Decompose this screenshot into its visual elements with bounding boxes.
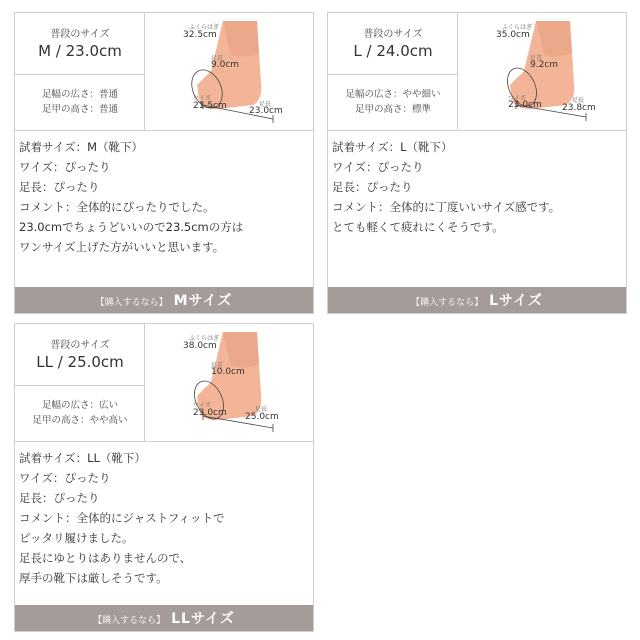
foot-width-text: 足幅の広さ：やや細い (345, 89, 441, 100)
wise-label: ワイズ (193, 95, 211, 102)
comment-line: ワンサイズ上げた方がいいと思います。 (19, 240, 225, 254)
buy-size-label: Lサイズ (489, 293, 543, 309)
foot-illustration (145, 13, 313, 131)
buy-size-button[interactable] (15, 605, 313, 631)
ankle-label: 足首 (211, 55, 224, 62)
comment-line: ピッタリ履けました。 (19, 531, 134, 545)
ankle-value: 9.0cm (211, 60, 240, 70)
comment-line: ワイズ：ぴったり (332, 160, 424, 174)
length-value: 23.8cm (562, 103, 596, 113)
buy-size-label: Mサイズ (173, 293, 233, 309)
usual-size-value: M / 23.0cm (38, 42, 122, 60)
length-label: 足長 (259, 101, 272, 108)
length-value: 23.0cm (249, 106, 283, 116)
wise-value: 23.0cm (508, 100, 542, 110)
comment-line: 足長にゆとりはありませんので、 (19, 551, 192, 565)
usual-size-box (15, 324, 145, 386)
ankle-value: 10.0cm (211, 367, 245, 377)
calf-value: 38.0cm (183, 341, 217, 351)
usual-size-panel (15, 324, 145, 442)
calf-value: 35.0cm (496, 30, 530, 40)
calf-label: ふくらはぎ (189, 24, 220, 31)
calf-label: ふくらはぎ (502, 24, 533, 31)
usual-size-label: 普段のサイズ (50, 340, 110, 351)
buy-size-button[interactable] (328, 287, 626, 313)
instep-height-text: 足甲の高さ：やや高い (32, 415, 128, 426)
usual-size-label: 普段のサイズ (50, 29, 110, 40)
buy-prefix: 【購入するなら】 (411, 298, 484, 308)
comment-line: 試着サイズ：M（靴下） (19, 140, 144, 154)
comment-line: 23.0cmでちょうどいいので23.5cmの方は (19, 220, 244, 234)
foot-illustration (145, 324, 313, 442)
foot-shape-box (328, 75, 458, 131)
comment-line: 試着サイズ：LL（靴下） (19, 451, 146, 465)
comment-line: コメント：全体的にぴったりでした。 (19, 200, 215, 214)
buy-size-label: LLサイズ (171, 611, 235, 627)
comment-line: 足長：ぴったり (19, 491, 100, 505)
comment-line: コメント：全体的にジャストフィットで (19, 511, 225, 525)
foot-illustration (458, 13, 626, 131)
ankle-value: 9.2cm (530, 60, 559, 70)
usual-size-value: L / 24.0cm (353, 42, 433, 60)
comment-line: 試着サイズ：L（靴下） (332, 140, 453, 154)
calf-label: ふくらはぎ (189, 335, 220, 342)
wise-label: ワイズ (508, 95, 526, 102)
buy-size-button[interactable] (15, 287, 313, 313)
foot-shape-icon (145, 13, 313, 131)
foot-width-text: 足幅の広さ：普通 (41, 89, 118, 100)
usual-size-box (328, 13, 458, 75)
review-comment (332, 137, 622, 237)
ankle-label: 足首 (530, 55, 543, 62)
usual-size-panel (15, 13, 145, 131)
foot-shape-icon (145, 324, 313, 442)
length-label: 足長 (255, 406, 268, 413)
wise-value: 23.0cm (193, 408, 227, 418)
foot-width-text: 足幅の広さ：広い (41, 400, 118, 411)
length-value: 25.0cm (245, 412, 279, 422)
length-label: 足長 (572, 97, 585, 104)
usual-size-box (15, 13, 145, 75)
buy-prefix: 【購入するなら】 (95, 298, 168, 308)
instep-height-text: 足甲の高さ：普通 (41, 104, 118, 115)
comment-line: ワイズ：ぴったり (19, 471, 111, 485)
foot-shape-box (15, 386, 145, 442)
comment-line: 足長：ぴったり (332, 180, 413, 194)
usual-size-value: LL / 25.0cm (36, 353, 124, 371)
comment-line: 足長：ぴったり (19, 180, 100, 194)
comment-line: ワイズ：ぴったり (19, 160, 111, 174)
usual-size-label: 普段のサイズ (363, 29, 423, 40)
calf-value: 32.5cm (183, 30, 217, 40)
instep-height-text: 足甲の高さ：標準 (354, 104, 431, 115)
comment-line: 厚手の靴下は厳しそうです。 (19, 571, 168, 585)
wise-value: 21.5cm (193, 101, 227, 111)
review-comment (19, 137, 309, 257)
fitting-card-m (14, 12, 314, 314)
fitting-card-l (327, 12, 627, 314)
comment-line: とても軽くて疲れにくそうです。 (332, 220, 504, 234)
comment-line: コメント：全体的に丁度いいサイズ感です。 (332, 200, 561, 214)
usual-size-panel (328, 13, 458, 131)
buy-prefix: 【購入するなら】 (93, 616, 166, 626)
fitting-card-ll (14, 323, 314, 632)
ankle-label: 足首 (211, 362, 224, 369)
foot-shape-box (15, 75, 145, 131)
wise-label: ワイズ (193, 402, 211, 409)
review-comment (19, 448, 309, 588)
foot-shape-icon (458, 13, 626, 131)
